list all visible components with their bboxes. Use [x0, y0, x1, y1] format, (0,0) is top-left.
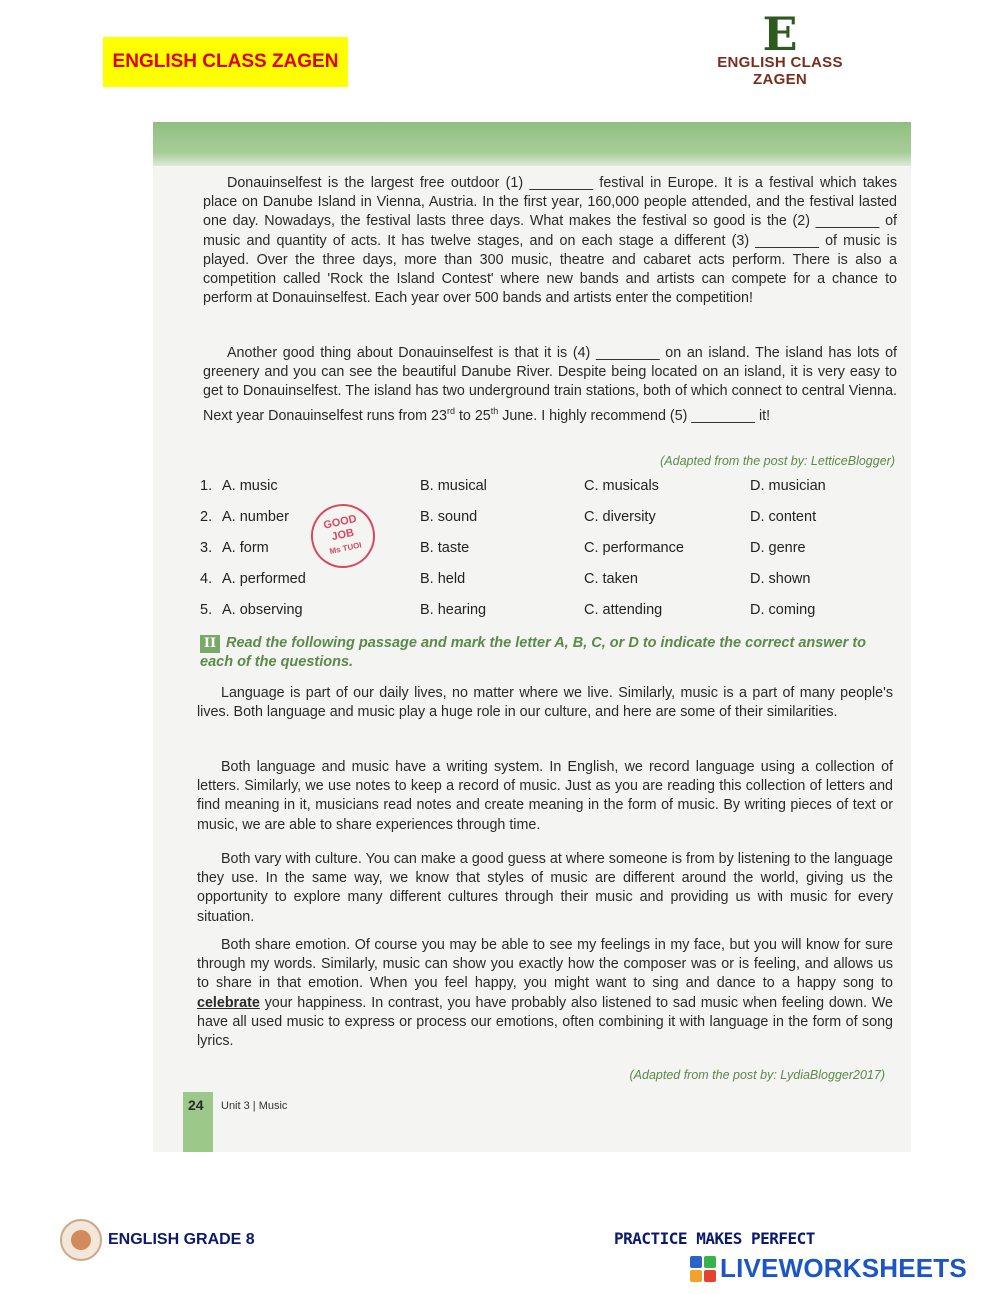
liveworksheets-icon — [690, 1256, 716, 1282]
option-number: 4. — [200, 571, 213, 587]
option-c: C. diversity — [584, 509, 656, 525]
liveworksheets-text: LIVEWORKSHEETS — [720, 1253, 967, 1283]
option-c: C. performance — [584, 540, 684, 556]
option-d: D. shown — [750, 571, 811, 587]
passage1-credit: (Adapted from the post by: LetticeBlogger) — [660, 454, 895, 468]
option-a: A. music — [222, 478, 278, 494]
option-number: 3. — [200, 540, 213, 556]
option-row-3 — [200, 540, 900, 571]
option-b: B. hearing — [420, 602, 487, 618]
liveworksheets-logo — [690, 1253, 967, 1284]
textbook-page — [153, 122, 911, 1152]
logo-letter: E — [762, 7, 798, 61]
option-row-2 — [200, 509, 900, 540]
option-b: B. sound — [420, 509, 478, 525]
option-row-4 — [200, 571, 900, 602]
passage2-credit: (Adapted from the post by: LydiaBlogger2017) — [629, 1068, 885, 1082]
header-badge: ENGLISH CLASS ZAGEN — [103, 37, 348, 87]
stamp-line-3: Ms TUOI — [328, 540, 363, 557]
option-a: A. form — [222, 540, 269, 556]
page-number: 24 — [188, 1097, 204, 1113]
option-d: D. coming — [750, 602, 816, 618]
option-c: C. taken — [584, 571, 638, 587]
option-b: B. musical — [420, 478, 487, 494]
page-top-band — [153, 122, 911, 166]
option-c: C. musicals — [584, 478, 659, 494]
passage2-paragraph1: Language is part of our daily lives, no matter where we live. Similarly, music is a part of many people's lives. Both language and music play a huge role in our culture, and here are some of their similarities. — [197, 685, 893, 721]
practice-label: PRACTICE MAKES PERFECT — [614, 1229, 815, 1248]
stamp-line-2: JOB — [330, 526, 356, 544]
option-a: A. number — [222, 509, 289, 525]
school-logo-icon — [60, 1219, 102, 1261]
option-row-5 — [200, 602, 900, 633]
passage2-paragraph4: Both share emotion. Of course you may be able to see my feelings in my face, but you will know for sure through my words. Similarly, music can show you exactly how the composer was or is feeling, and allows us to share in that emotion. When you feel happy, you might want to sing and dance to a happy song to celebrate your happiness. In contrast, you have probably also listened to sad music when feeling down. We have all used music to express or process our emotions, often combining it with language in the form of song lyrics. — [197, 937, 893, 1050]
section-number: II — [200, 635, 220, 653]
option-row-1 — [200, 478, 900, 509]
option-d: D. musician — [750, 478, 826, 494]
option-number: 2. — [200, 509, 213, 525]
section-instruction: Read the following passage and mark the letter A, B, C, or D to indicate the correct answer to each of the questions. — [200, 635, 867, 670]
bottom-left-brand — [60, 1219, 255, 1261]
passage1-paragraph1: Donauinselfest is the largest free outdoor (1) ________ festival in Europe. It is a festival which takes place on Danube Island in Vienna, Austria. In the first year, 160,000 people attended, and the festival lasted one day. Nowadays, the festival lasts three days. What makes the festival so good is the (2) ________ of music and quantity of acts. It has twelve stages, and on each stage a different (3) ________ of music is played. Over the three days, more than 300 music, theatre and cabaret acts perform. There is also a competition called 'Rock the Island Contest' where new bands and artists can compete for a chance to perform at Donauinselfest. Each year over 500 bands and artists enter the competition! — [203, 175, 897, 307]
option-number: 1. — [200, 478, 213, 494]
passage2-paragraph3: Both vary with culture. You can make a good guess at where someone is from by listening to the language they use. In the same way, we know that styles of music are different around the world, giving us the opportunity to explore many different cultures through their music and providing us with music for every situation. — [197, 851, 893, 925]
brand-logo — [690, 8, 870, 88]
underlined-word-celebrate: celebrate — [197, 994, 260, 1011]
options-list — [200, 478, 900, 633]
section-2-heading — [200, 634, 900, 672]
passage2-paragraph2: Both language and music have a writing system. In English, we record language using a collection of letters. Similarly, we use notes to keep a record of music. Just as you are reading this collection of letters and find meaning in it, musicians read notes and create meaning in the form of music. By writing pieces of text or music, we are able to share experiences through time. — [197, 759, 893, 833]
stamp-line-1: GOOD — [322, 512, 358, 532]
option-d: D. genre — [750, 540, 806, 556]
option-b: B. taste — [420, 540, 470, 556]
option-number: 5. — [200, 602, 213, 618]
option-b: B. held — [420, 571, 466, 587]
option-d: D. content — [750, 509, 817, 525]
unit-label: Unit 3 | Music — [221, 1100, 288, 1112]
logo-text: ENGLISH CLASS ZAGEN — [717, 54, 843, 88]
option-a: A. performed — [222, 571, 306, 587]
option-c: C. attending — [584, 602, 663, 618]
passage1-paragraph2: Another good thing about Donauinselfest is that it is (4) ________ on an island. The island has lots of greenery and you can see the beautiful Danube River. Despite being located on an island, it is very easy to get to Donauinselfest. The island has two underground train stations, both of which connect to central Vienna. Next year Donauinselfest runs from 23rd to 25th June. I highly recommend (5) ________ it! — [203, 345, 897, 424]
grade-label: ENGLISH GRADE 8 — [108, 1231, 255, 1248]
option-a: A. observing — [222, 602, 303, 618]
